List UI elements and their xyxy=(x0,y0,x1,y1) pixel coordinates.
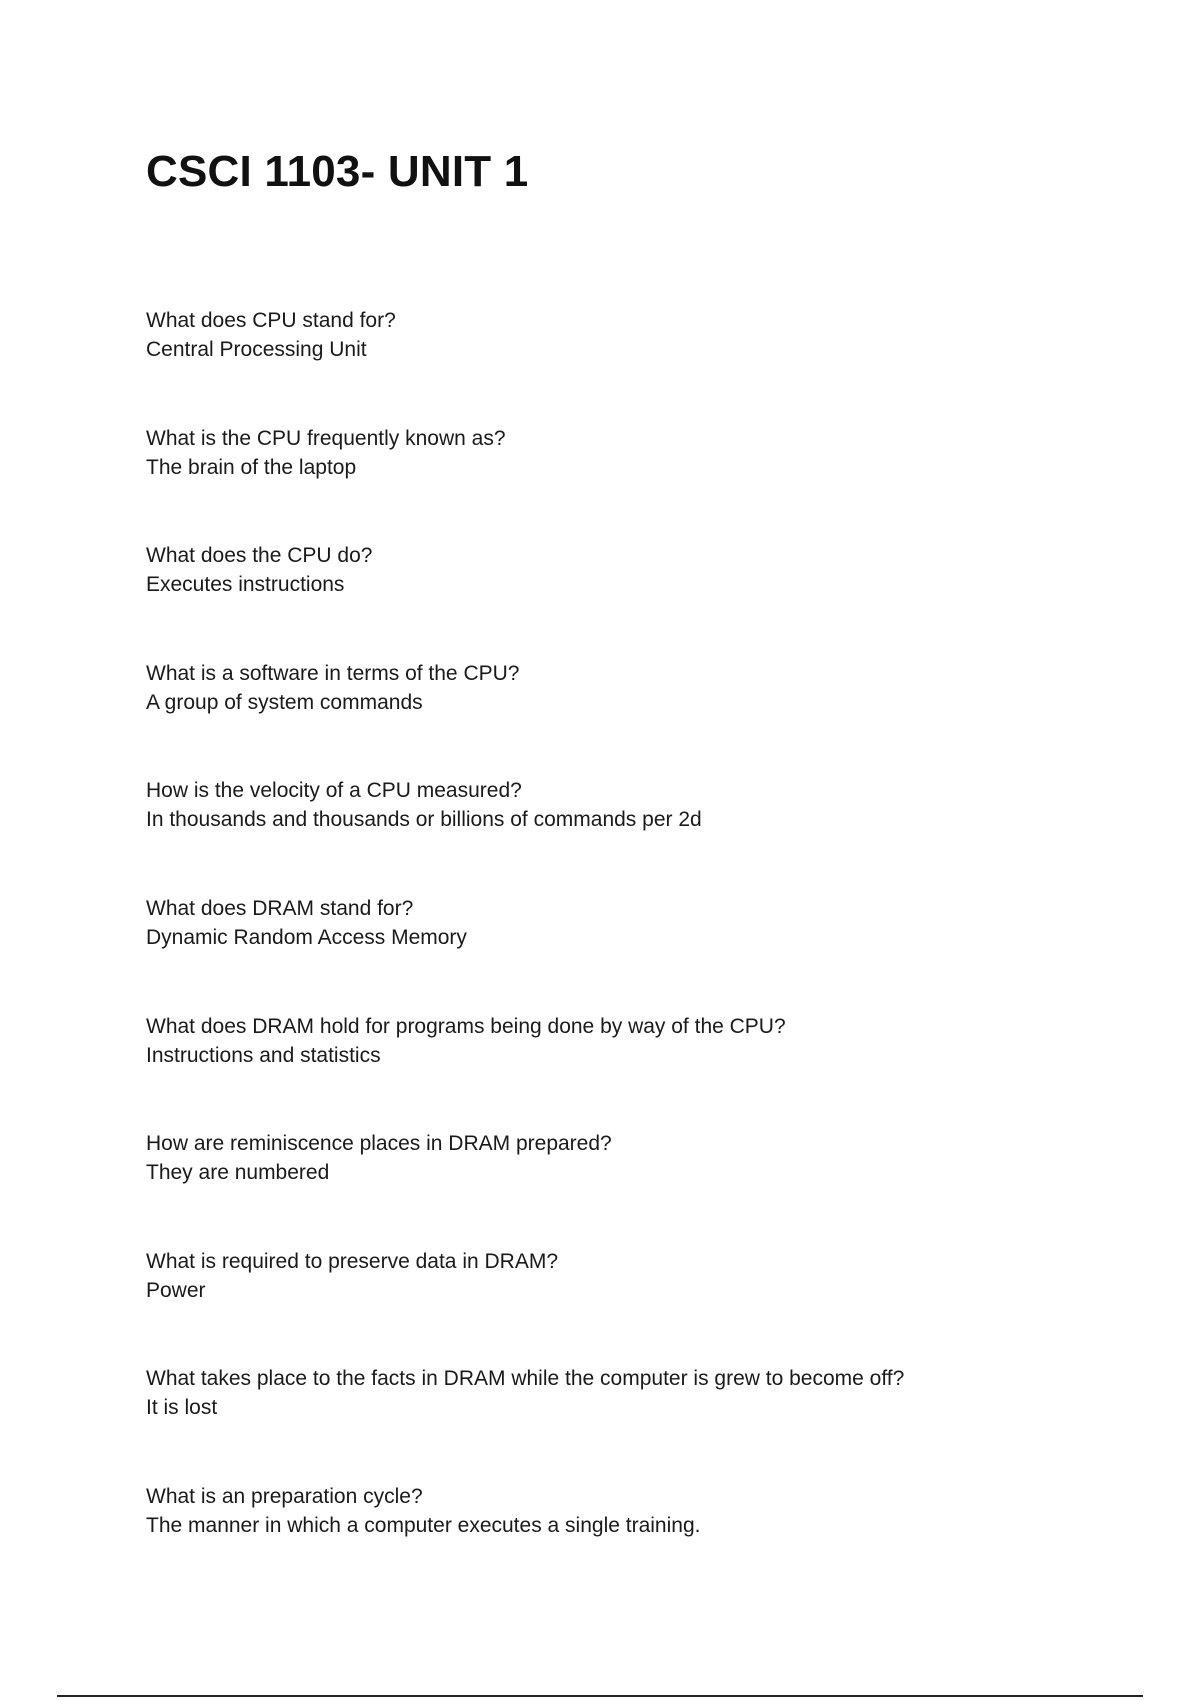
question-text: What is the CPU frequently known as? xyxy=(146,426,506,450)
answer-text: A group of system commands xyxy=(146,690,423,714)
question-text: How is the velocity of a CPU measured? xyxy=(146,779,522,803)
question-text: What takes place to the facts in DRAM while the computer is grew to become off? xyxy=(146,1367,905,1391)
qa-list xyxy=(146,306,1146,1600)
qa-item xyxy=(146,541,1146,659)
qa-item xyxy=(146,659,1146,777)
answer-text: It is lost xyxy=(146,1396,218,1420)
question-text: How are reminiscence places in DRAM prepared? xyxy=(146,1132,612,1156)
question-text: What does DRAM stand for? xyxy=(146,896,414,920)
question-text: What does CPU stand for? xyxy=(146,309,396,332)
qa-item xyxy=(146,306,1146,424)
qa-item xyxy=(146,1012,1146,1130)
answer-text: In thousands and thousands or billions of commands per 2d xyxy=(146,808,702,832)
qa-item xyxy=(146,1247,1146,1365)
answer-text: Power xyxy=(146,1278,206,1302)
qa-item xyxy=(146,776,1146,894)
answer-text: They are numbered xyxy=(146,1161,330,1185)
question-text: What is an preparation cycle? xyxy=(146,1484,423,1508)
answer-text: Dynamic Random Access Memory xyxy=(146,925,467,949)
question-text: What does DRAM hold for programs being done by way of the CPU? xyxy=(146,1014,786,1038)
answer-text: Instructions and statistics xyxy=(146,1043,381,1067)
qa-item xyxy=(146,424,1146,542)
page-bottom-divider xyxy=(57,1695,1143,1697)
answer-text: The manner in which a computer executes a single training. xyxy=(146,1513,701,1537)
question-text: What is a software in terms of the CPU? xyxy=(146,661,520,685)
answer-text: Central Processing Unit xyxy=(146,338,367,361)
question-text: What is required to preserve data in DRAM? xyxy=(146,1249,559,1273)
answer-text: The brain of the laptop xyxy=(146,455,357,479)
qa-item xyxy=(146,1482,1146,1600)
page-title: CSCI 1103- UNIT 1 xyxy=(146,147,529,196)
qa-item xyxy=(146,1129,1146,1247)
qa-item xyxy=(146,894,1146,1012)
answer-text: Executes instructions xyxy=(146,573,345,597)
question-text: What does the CPU do? xyxy=(146,544,373,568)
qa-item xyxy=(146,1364,1146,1482)
